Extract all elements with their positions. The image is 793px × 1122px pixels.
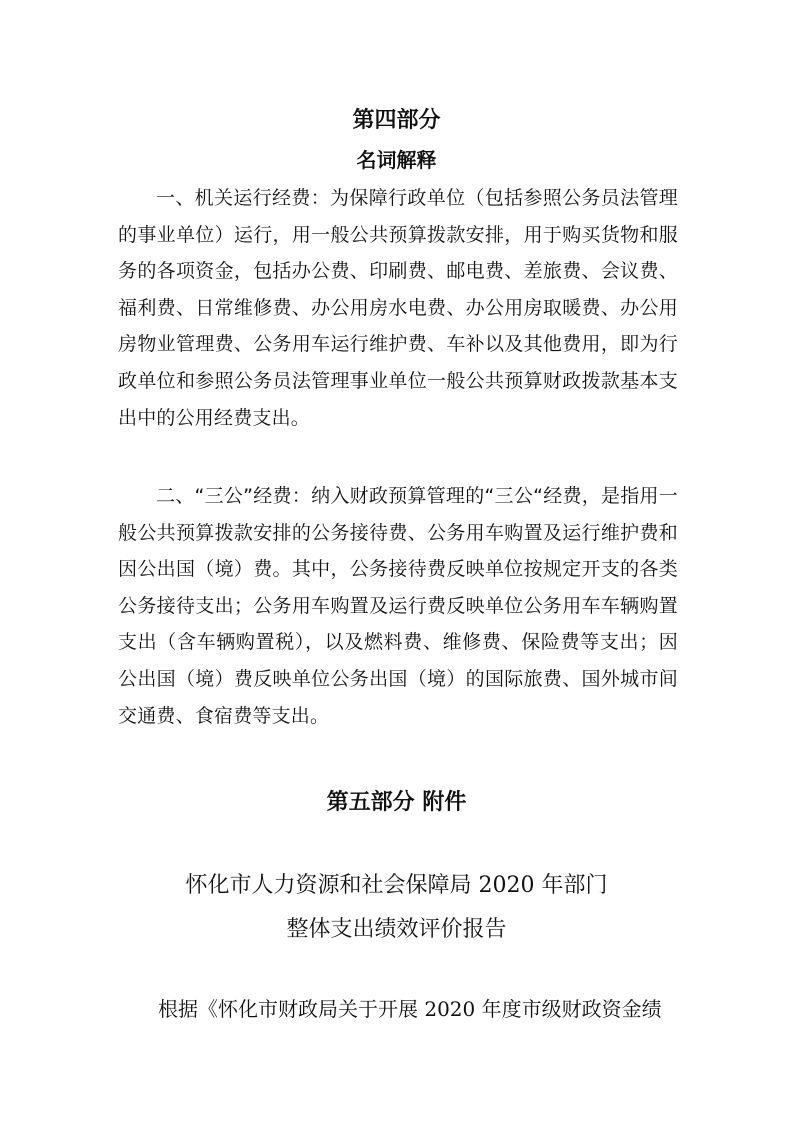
definition-paragraph-operating-expenses: 一、机关运行经费：为保障行政单位（包括参照公务员法管理的事业单位）运行，用一般公共预算拨款安排，用于购买货物和服务的各项资金，包括办公费、印刷费、邮电费、差旅费、会议费、福利费、日常维修费、办公用房水电费、办公用房取暖费、办公用房物业管理费、公务用车运行维护费、车补以及其他费用，即为行政单位和参照公务员法管理事业单位一般公共预算财政拨款基本支出中的公用经费支出。 [118, 187, 678, 429]
report-opening-paragraph: 根据《怀化市财政局关于开展 2020 年度市级财政资金绩 [158, 997, 662, 1021]
definition-paragraph-three-public-expenses: 二、“三公”经费：纳入财政预算管理的“三公“经费，是指用一般公共预算拨款安排的公务接待费、公务用车购置及运行维护费和因公出国（境）费。其中，公务接待费反映单位按规定开支的各类公务接待支出；公务用车购置及运行费反映单位公务用车车辆购置支出（含车辆购置税），以及燃料费、维修费、保险费等支出；因公出国（境）费反映单位公务出国（境）的国际旅费、国外城市间交通费、食宿费等支出。 [118, 485, 678, 727]
report-title-line-2: 整体支出绩效评价报告 [286, 917, 507, 942]
report-title [0, 864, 793, 952]
report-title-line-1: 怀化市人力资源和社会保障局 2020 年部门 [185, 873, 608, 898]
part5-title: 第五部分 附件 [326, 790, 467, 815]
part4-subtitle: 名词解释 [356, 148, 437, 172]
part4-title: 第四部分 [352, 108, 441, 133]
